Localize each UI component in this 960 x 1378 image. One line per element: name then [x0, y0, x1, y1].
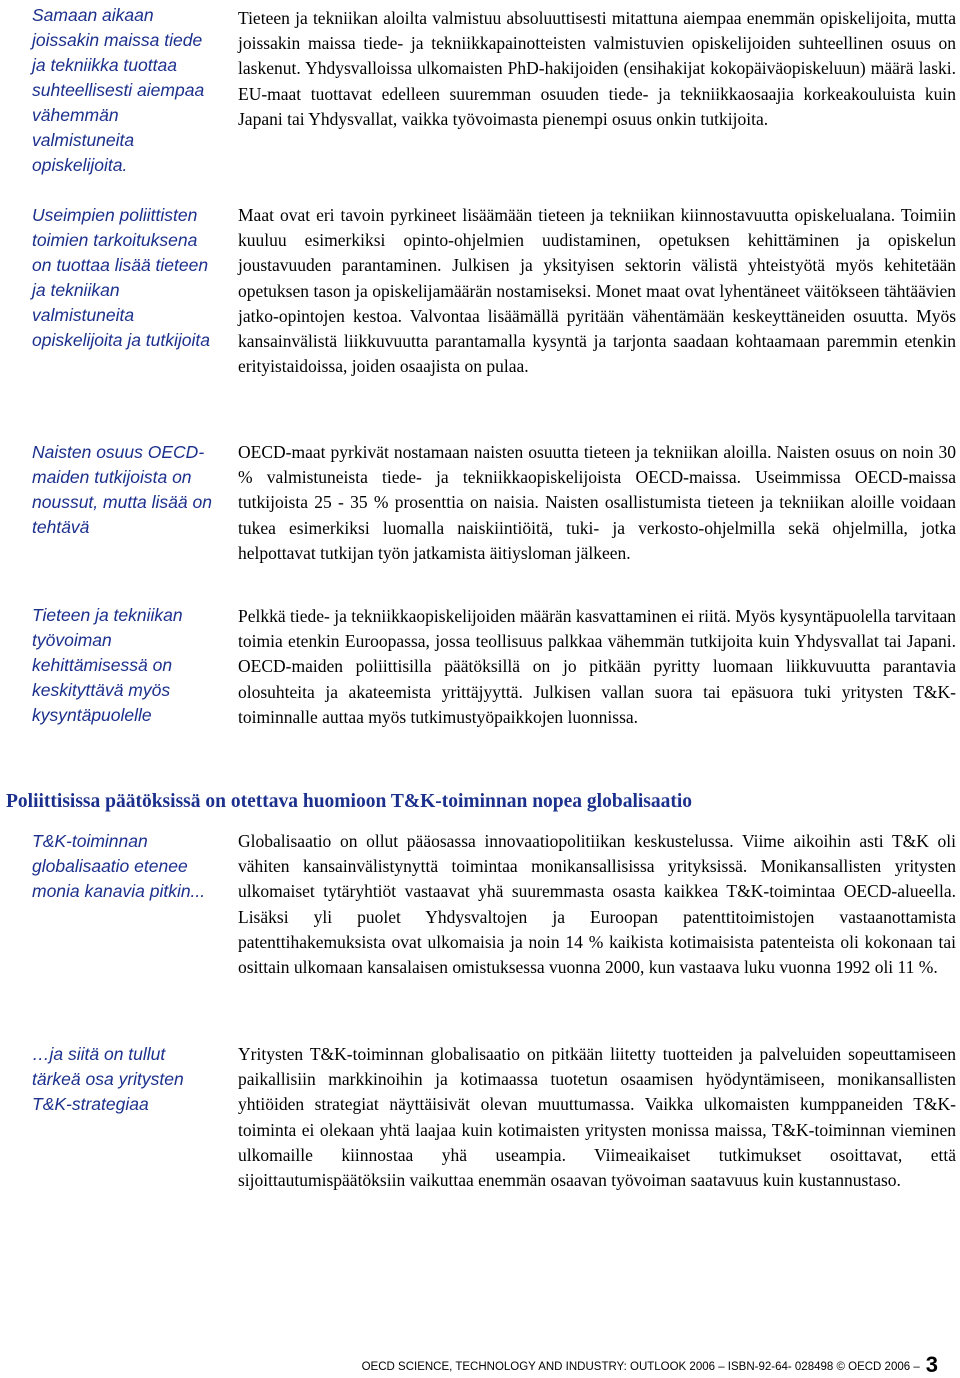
page-number: 3 — [925, 1352, 938, 1377]
body-paragraph-5 — [238, 829, 956, 980]
sidebar-note-2: Useimpien poliittisten toimien tarkoituksena on tuottaa lisää tieteen ja tekniikan valmistuneita opiskelijoita ja tutkijoita — [32, 205, 211, 350]
body-paragraph-1 — [238, 6, 956, 132]
paragraph-text: Maat ovat eri tavoin pyrkineet lisäämään tieteen ja tekniikan kiinnostavuutta opiskelualana. Toimiin kuuluu esimerkiksi opinto-ohjelmien uudistaminen, opetuksen kehittäminen ja opiskelun joustavuuden parantaminen. Julkisen ja yksityisen sektorin välistä yhteistyötä myös kehitetään opetuksen tason ja opiskelijamäärän nostamiseksi. Monet maat ovat lyhentäneet väitökseen tähtäävien jatko-opintojen kestoa. Valvontaa lisäämällä pyritään vähentämään keskeyttäneiden osuutta. Myös kansainvälistä liikkuvuutta parantamalla kysyntä ja tarjonta saadaan kohtaamaan paremmin etenkin erityistaidoissa, joiden osaajista on pulaa. — [238, 205, 956, 377]
body-paragraph-3 — [238, 440, 956, 566]
sidebar-note-6: …ja siitä on tullut tärkeä osa yritysten T&K-strategiaa — [32, 1044, 184, 1114]
paragraph-text: Tieteen ja tekniikan aloilta valmistuu absoluuttisesti mitattuna aiempaa enemmän opiskelijoita, mutta joissakin maissa tiede- ja tekniikkapainotteisten valmistuvien opiskelijoiden suhteellinen osuus on laskenut. Yhdysvalloissa ulkomaisten PhD-hakijoiden (ensihakijat kokopäiväopiskeluun) määrä laski. EU-maat tuottavat edelleen suuremman osuuden tiede- ja tekniikkaosaajia korkeakouluista kuin Japani tai Yhdysvallat, vaikka työvoimasta pienempi osuus onkin tutkijoita. — [238, 8, 956, 129]
sidebar-note-3: Naisten osuus OECD-maiden tutkijoista on noussut, mutta lisää on tehtävä — [32, 442, 212, 537]
sidebar-note-5: T&K-toiminnan globalisaatio etenee monia kanavia pitkin... — [32, 831, 206, 901]
paragraph-text: Globalisaatio on ollut pääosassa innovaatiopolitiikan keskustelussa. Viime aikoihin asti T&K oli vähiten kansainvälistynyttä toimintaa monikansallisissa yrityksissä. Monikansallisten yritysten ulkomaiset tytäryhtiöt vastaavat yhä suuremmasta osasta kaikkea T&K-toimintaa OECD-alueella. Lisäksi yli puolet Yhdysvaltojen ja Euroopan patenttitoimistojen vastaanottamista patenttihakemuksista ovat ulkomaisia ja noin 14 % kaikista kotimaisista patenteista oli kokonaan tai osittain ulkomaan kansalaisen omistuksessa vuonna 2000, kun vastaava luku vuonna 1992 oli 11 %. — [238, 831, 956, 978]
section-heading: Poliittisissa päätöksissä on otettava huomioon T&K-toiminnan nopea globalisaatio — [6, 791, 693, 812]
footer-text: OECD SCIENCE, TECHNOLOGY AND INDUSTRY: OUTLOOK 2006 – ISBN-92-64- 028498 © OECD 2006 – — [361, 1361, 920, 1373]
body-paragraph-6 — [238, 1042, 956, 1193]
paragraph-text: OECD-maat pyrkivät nostamaan naisten osuutta tieteen ja tekniikan aloilla. Naisten osuus on noin 30 % valmistuneista tiede- ja tekniikkaopiskelijoista OECD-maissa. Useimmissa OECD-maissa tutkijoista 25 - 35 % prosenttia on naisia. Naisten osallistumista tieteen ja tekniikan aloille voidaan tukea esimerkiksi luomalla naiskiintiöitä, tuki- ja verkosto-ohjelmilla sekä ohjelmilla, jotka helpottavat tutkijan työn jatkamista äitiysloman jälkeen. — [238, 442, 956, 563]
paragraph-text: Pelkkä tiede- ja tekniikkaopiskelijoiden määrän kasvattaminen ei riitä. Myös kysyntäpuolella tarvitaan toimia etenkin Euroopassa, jossa teollisuus palkkaa vähemmän tutkijoita kuin Yhdysvallat tai Japani. OECD-maiden poliittisilla päätöksillä on jo pitkään pyritty luomaan liikkuvuutta parantavia olosuhteita ja akateemista yrittäjyyttä. Julkisen vallan suora tai epäsuora tuki yritysten T&K-toiminnalle auttaa myös tutkimustyöpaikkojen luonnissa. — [238, 606, 956, 727]
body-paragraph-2 — [238, 203, 956, 379]
sidebar-note-4: Tieteen ja tekniikan työvoiman kehittämisessä on keskityttävä myös kysyntäpuolelle — [32, 605, 183, 725]
paragraph-text: Yritysten T&K-toiminnan globalisaatio on pitkään liitetty tuotteiden ja palveluiden sopeuttamiseen paikallisiin markkinoihin ja kotimaassa tuotetun osaamisen hyödyntämiseen, monikansallisten yhtiöiden strategiat näyttäisivät olevan muuttumassa. Vaikka ulkomaisten kumppaneiden T&K-toiminta ei olekaan yhtä laajaa kuin kotimaisten yritysten monissa maissa, T&K-toiminnan vieminen ulkomaille kiinnostaa yhä useampia. Viimeaikaiset tutkimukset osoittavat, että sijoittautumispäätöksiin vaikuttaa enemmän osaavan työvoiman saatavuus kuin kustannustaso. — [238, 1044, 956, 1191]
body-paragraph-4 — [238, 604, 956, 730]
sidebar-note-1: Samaan aikaan joissakin maissa tiede ja tekniikka tuottaa suhteellisesti aiempaa vähemmän valmistuneita opiskelijoita. — [32, 5, 205, 175]
page-footer — [362, 1352, 938, 1378]
